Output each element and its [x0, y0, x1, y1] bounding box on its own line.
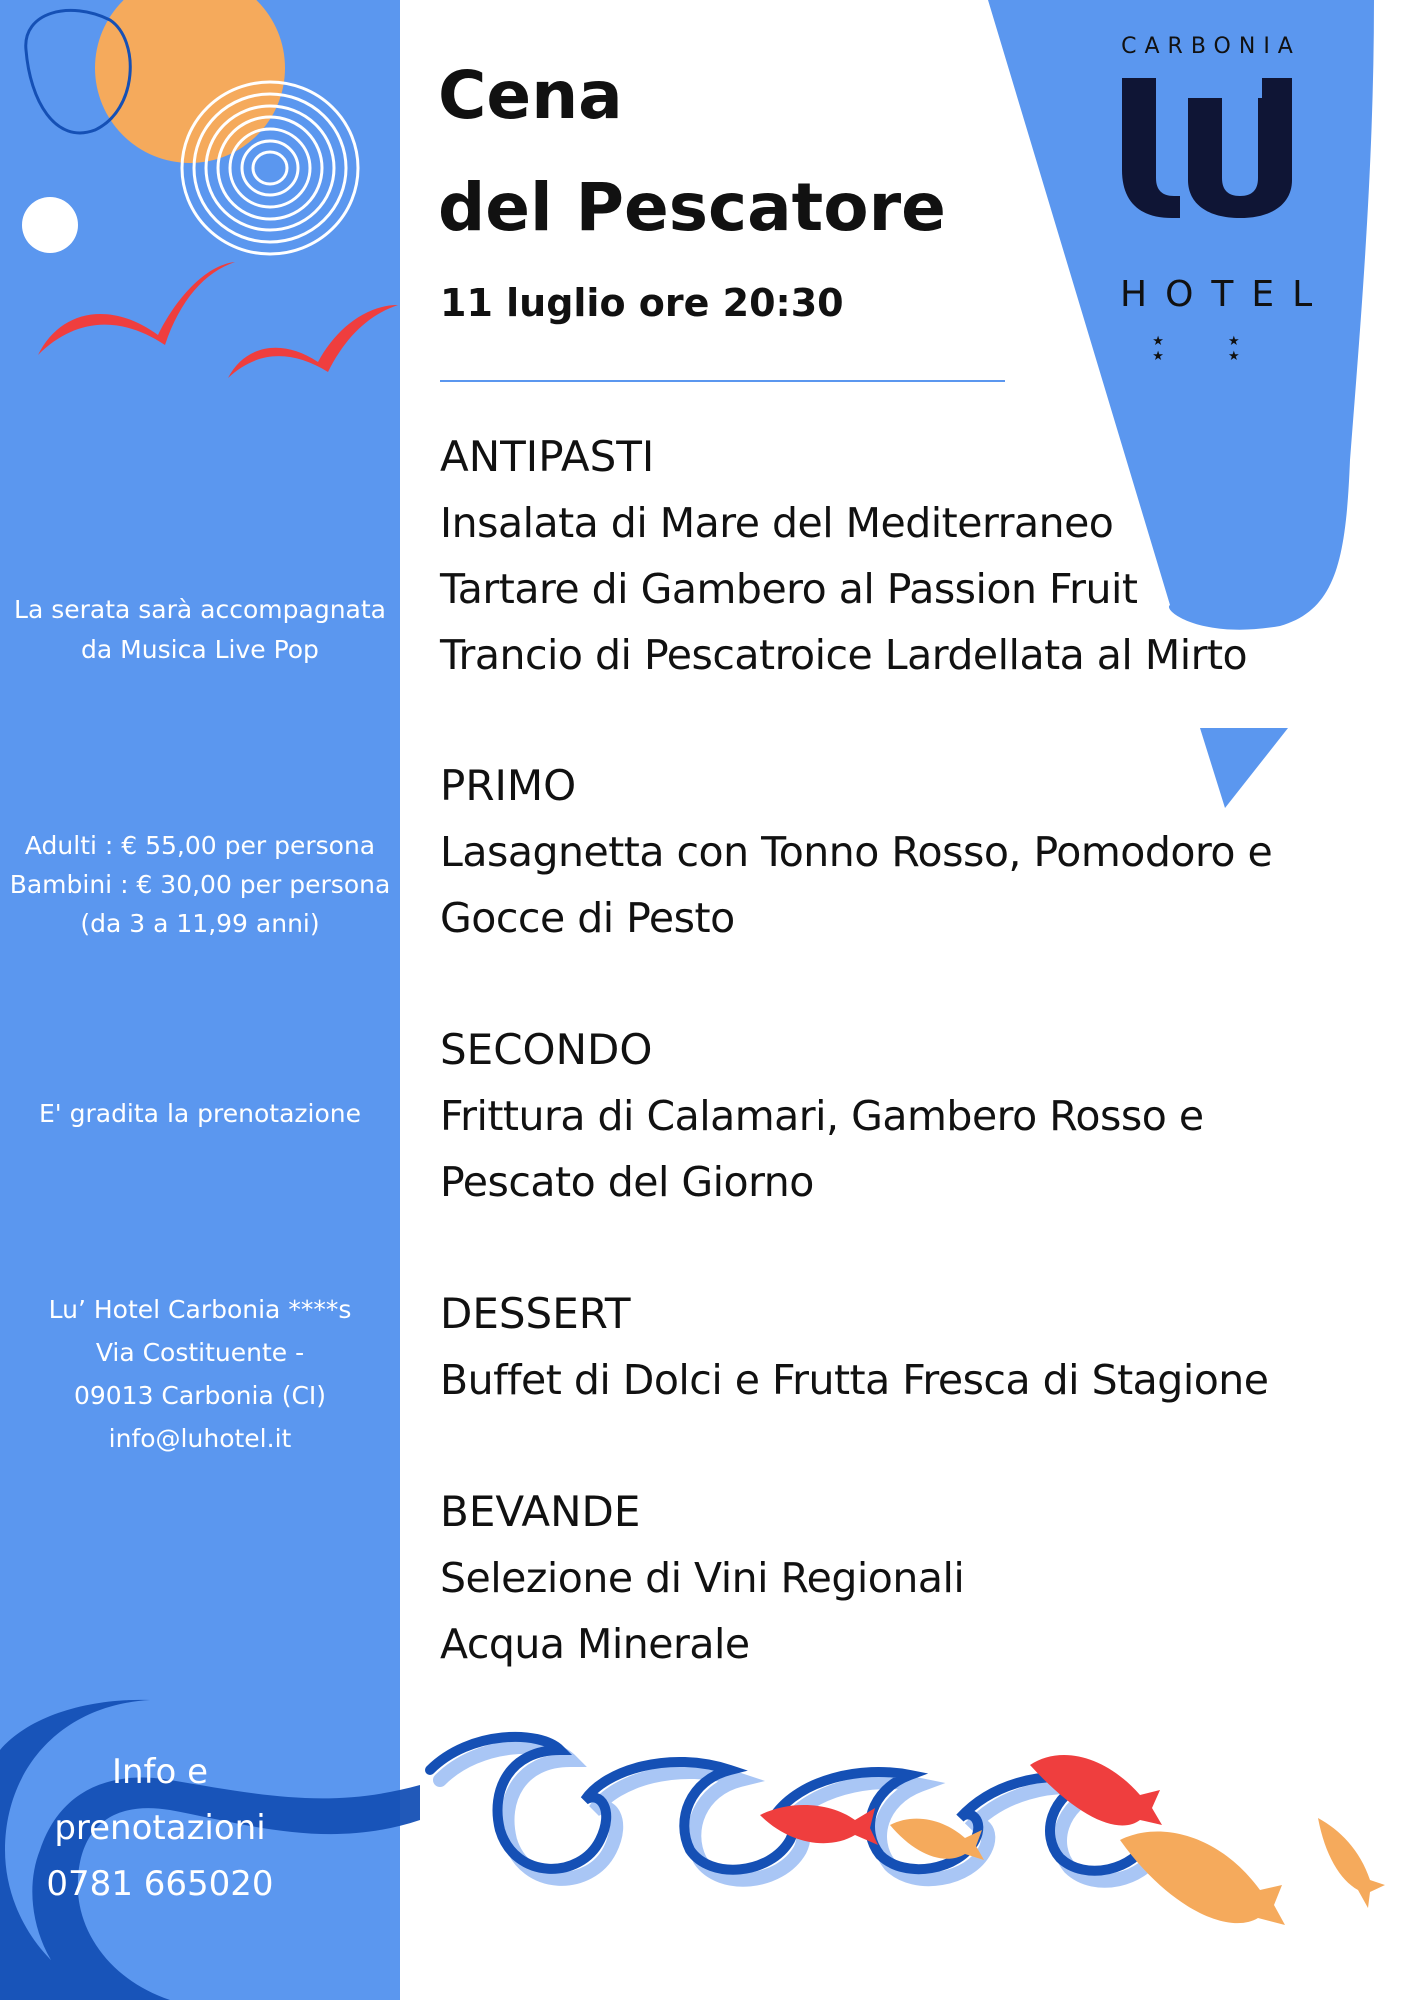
menu-item: Trancio di Pescatroice Lardellata al Mirto [440, 631, 1248, 679]
section-heading: PRIMO [440, 761, 577, 810]
address-line: Lu’ Hotel Carbonia ****s [48, 1295, 352, 1324]
menu-item: Pescato del Giorno [440, 1158, 814, 1206]
menu-item: Insalata di Mare del Mediterraneo [440, 499, 1114, 547]
seagull-icon [38, 262, 235, 355]
seagull-icon [228, 305, 398, 378]
menu-section-antipasti [440, 424, 1248, 688]
info-line: prenotazioni [54, 1808, 266, 1848]
music-line: da Musica Live Pop [81, 635, 319, 664]
booking-line: E' gradita la prenotazione [38, 1099, 361, 1128]
sidebar-decoration [0, 0, 400, 400]
price-line: (da 3 a 11,99 anni) [80, 909, 320, 938]
menu-item: Lasagnetta con Tonno Rosso, Pomodoro e [440, 828, 1273, 876]
menu-section-primo [440, 753, 1273, 951]
section-heading: DESSERT [440, 1289, 631, 1338]
address-line: 09013 Carbonia (CI) [73, 1381, 327, 1410]
event-title-line1: Cena [438, 57, 623, 134]
prices [0, 826, 400, 943]
logo-brand: CARBONIA [1121, 34, 1301, 59]
logo-mark-icon [1122, 78, 1302, 218]
menu-item: Buffet di Dolci e Frutta Fresca di Stagione [440, 1356, 1269, 1404]
menu-section-dessert [440, 1281, 1269, 1413]
price-line: Adulti : € 55,00 per persona [24, 831, 376, 860]
white-dot-icon [22, 197, 78, 253]
menu-item: Gocce di Pesto [440, 894, 735, 942]
music-note [0, 590, 400, 670]
email-link[interactable]: info@luhotel.it [108, 1424, 292, 1453]
title-divider [440, 380, 1005, 382]
address-line: Via Costituente - [95, 1338, 305, 1367]
phone-number[interactable]: 0781 665020 [46, 1864, 274, 1904]
info-booking [30, 1744, 290, 1912]
info-line: Info e [111, 1752, 209, 1792]
menu-section-secondo [440, 1017, 1240, 1215]
booking-note [0, 1094, 400, 1134]
event-title-line2: del Pescatore [438, 169, 946, 246]
music-line: La serata sarà accompagnata [14, 595, 386, 624]
section-heading: SECONDO [440, 1025, 653, 1074]
event-date: 11 luglio ore 20:30 [440, 281, 844, 325]
menu-item: Tartare di Gambero al Passion Fruit [440, 565, 1138, 613]
logo-hotel: HOTEL [1120, 274, 1331, 315]
price-line: Bambini : € 30,00 per persona [9, 870, 391, 899]
address [0, 1288, 400, 1460]
menu-item: Frittura di Calamari, Gambero Rosso e [440, 1092, 1204, 1140]
menu-item: Selezione di Vini Regionali [440, 1554, 965, 1602]
sea-decoration [400, 1720, 1414, 2000]
fish-icon [1120, 1832, 1285, 1925]
section-heading: ANTIPASTI [440, 432, 655, 481]
menu-item: Acqua Minerale [440, 1620, 750, 1668]
fish-icon [1318, 1818, 1385, 1908]
logo-stars: ★ ★ ★ ★ [1152, 334, 1270, 364]
section-heading: BEVANDE [440, 1487, 641, 1536]
menu-section-bevande [440, 1479, 1240, 1677]
fish-icon [760, 1805, 878, 1845]
